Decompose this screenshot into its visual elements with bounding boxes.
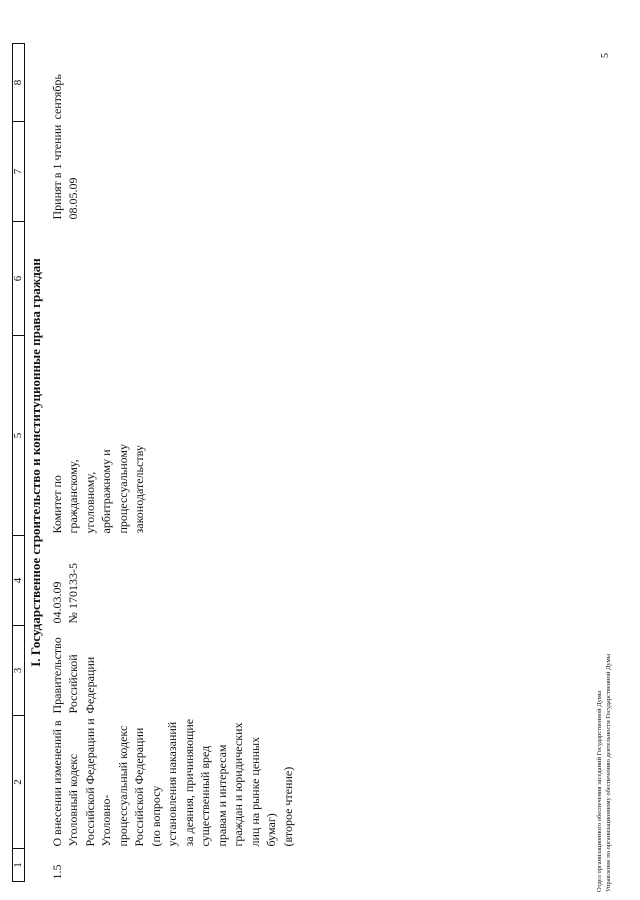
bill-title-line: (по вопросу: [148, 785, 163, 847]
initiator: [47, 626, 297, 716]
bill-table: [12, 43, 296, 882]
column-6-cell: [47, 222, 297, 336]
committee-line: законодательству: [132, 445, 146, 534]
column-number: 6: [13, 222, 25, 336]
column-number: 8: [13, 44, 25, 122]
section-header-row: [25, 44, 47, 882]
column-number: 5: [13, 336, 25, 536]
column-number: 7: [13, 122, 25, 222]
column-number: 3: [13, 626, 25, 716]
footer-line: Отдел организационного обеспечения заседаний Государственной Думы: [596, 690, 603, 892]
page-number: 5: [600, 53, 611, 58]
registration-date: 04.03.09: [49, 581, 64, 624]
bill-title-line: лиц на рынке ценных: [247, 736, 262, 847]
bill-title-line: Уголовно-: [99, 794, 113, 847]
column-number: 1: [13, 849, 25, 882]
bill-title-line: существенный вред: [198, 745, 212, 847]
committee-line: гражданскому,: [66, 459, 80, 534]
bill-title-line: О внесении изменений в: [49, 720, 64, 847]
bill-title-line: Российской Федерации: [132, 727, 146, 847]
column-number: 2: [13, 716, 25, 849]
committee-line: уголовному,: [82, 471, 97, 534]
row-number: 1.5: [49, 864, 64, 880]
bill-title-line: за деяния, причиняющие: [181, 718, 196, 847]
initiator-line: Российской Федерации: [66, 654, 97, 714]
column-number: 4: [13, 536, 25, 626]
bill-title-line: граждан и юридических: [231, 722, 245, 847]
schedule: сентябрь: [49, 74, 64, 120]
committee-line: арбитражному и: [99, 449, 113, 534]
footer-line: Управление по организационному обеспечению деятельности Государственной Думы: [605, 653, 612, 892]
bill-title-line: Российской Федерации и: [82, 718, 97, 847]
table-row: [47, 44, 297, 882]
committee-line: Комитет по: [49, 475, 64, 534]
committee-line: процессуальному: [115, 444, 130, 534]
column-number-row: [13, 44, 25, 882]
bill-title-line: (второе чтение): [280, 766, 295, 847]
status-line: Принят в 1 чтении: [49, 124, 64, 220]
bill-title-line: правам и интересам: [214, 744, 229, 847]
bill-number: № 170133-5: [66, 563, 80, 624]
footer: [595, 654, 613, 892]
status: [47, 122, 297, 222]
initiator-line: Правительство: [49, 637, 64, 714]
section-title: I. Государственное строительство и конституционные права граждан: [28, 258, 43, 667]
bill-title-line: установления наказаний: [165, 721, 179, 847]
bill-title-line: бумаг): [264, 813, 278, 847]
bill-title-line: процессуальный кодекс: [115, 725, 130, 847]
registration: [47, 536, 297, 626]
committee: [47, 336, 297, 536]
status-line: 08.05.09: [66, 177, 80, 220]
bill-title-line: Уголовный кодекс: [66, 753, 80, 847]
bill-title: [47, 716, 297, 849]
